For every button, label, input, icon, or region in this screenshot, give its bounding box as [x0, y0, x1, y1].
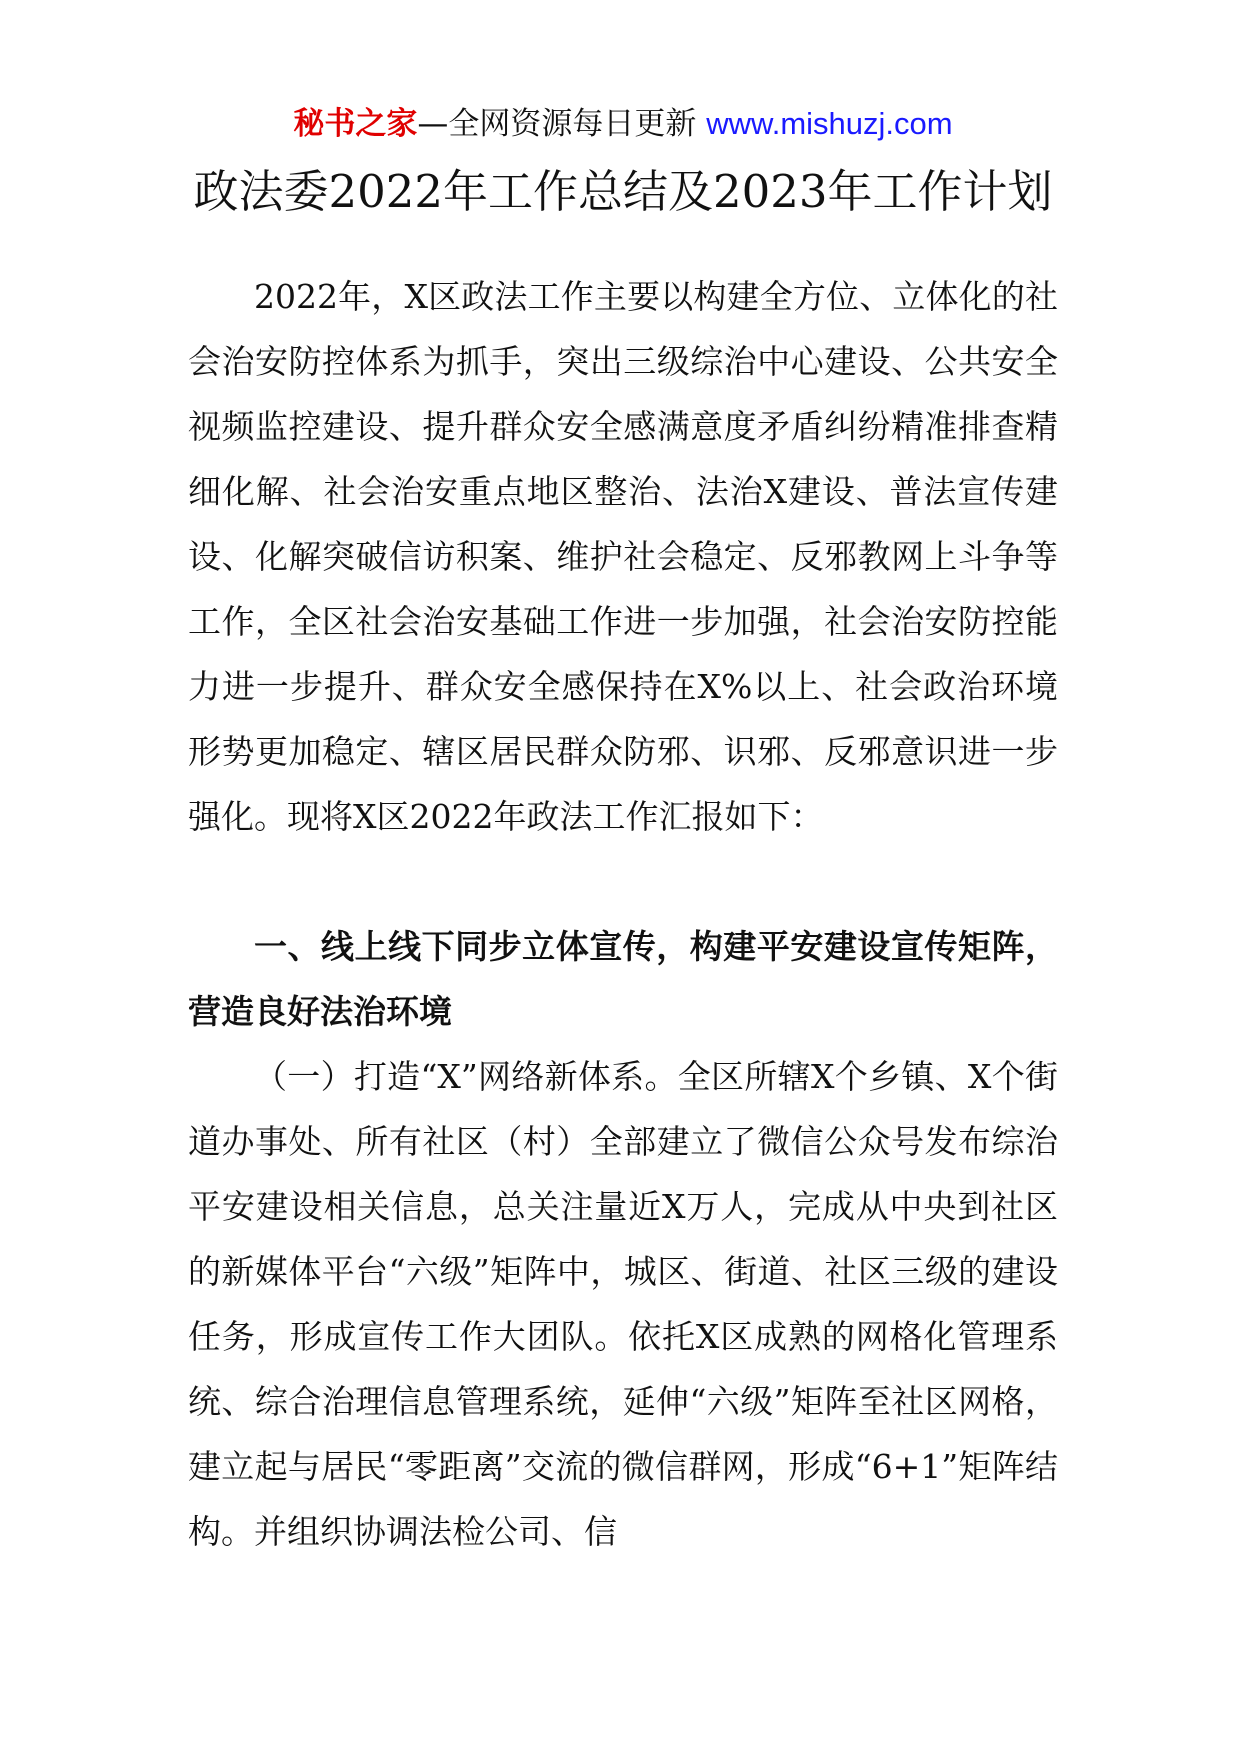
document-body: [188, 264, 1058, 1564]
intro-paragraph: 2022年，X区政法工作主要以构建全方位、立体化的社会治安防控体系为抓手，突出三级综治中心建设、公共安全视频监控建设、提升群众安全感满意度矛盾纠纷精准排查精细化解、社会治安重点地区整治、法治X建设、普法宣传建设、化解突破信访积案、维护社会稳定、反邪教网上斗争等工作，全区社会治安基础工作进一步加强，社会治安防控能力进一步提升、群众安全感保持在X%以上、社会政治环境形势更加稳定、辖区居民群众防邪、识邪、反邪意识进一步强化。现将X区2022年政法工作汇报如下：: [188, 277, 1058, 836]
section-heading: 一、线上线下同步立体宣传，构建平安建设宣传矩阵，营造良好法治环境: [188, 927, 1058, 1031]
section-paragraph: （一）打造“X”网络新体系。全区所辖X个乡镇、X个街道办事处、所有社区（村）全部建立了微信公众号发布综治平安建设相关信息，总关注量近X万人，完成从中央到社区的新媒体平台“六级”矩阵中，城区、街道、社区三级的建设任务，形成宣传工作大团队。依托X区成熟的网格化管理系统、综合治理信息管理系统，延伸“六级”矩阵至社区网格，建立起与居民“零距离”交流的微信群网，形成“6+1”矩阵结构。并组织协调法检公司、信: [188, 1057, 1058, 1551]
site-slogan: —全网资源每日更新: [417, 106, 697, 142]
site-header: [188, 102, 1058, 146]
document-title: 政法委2022年工作总结及2023年工作计划: [193, 165, 1053, 218]
paragraph-spacer: [188, 849, 1058, 914]
site-url-link[interactable]: www.mishuzj.com: [706, 106, 953, 141]
site-brand: 秘书之家: [293, 106, 418, 142]
